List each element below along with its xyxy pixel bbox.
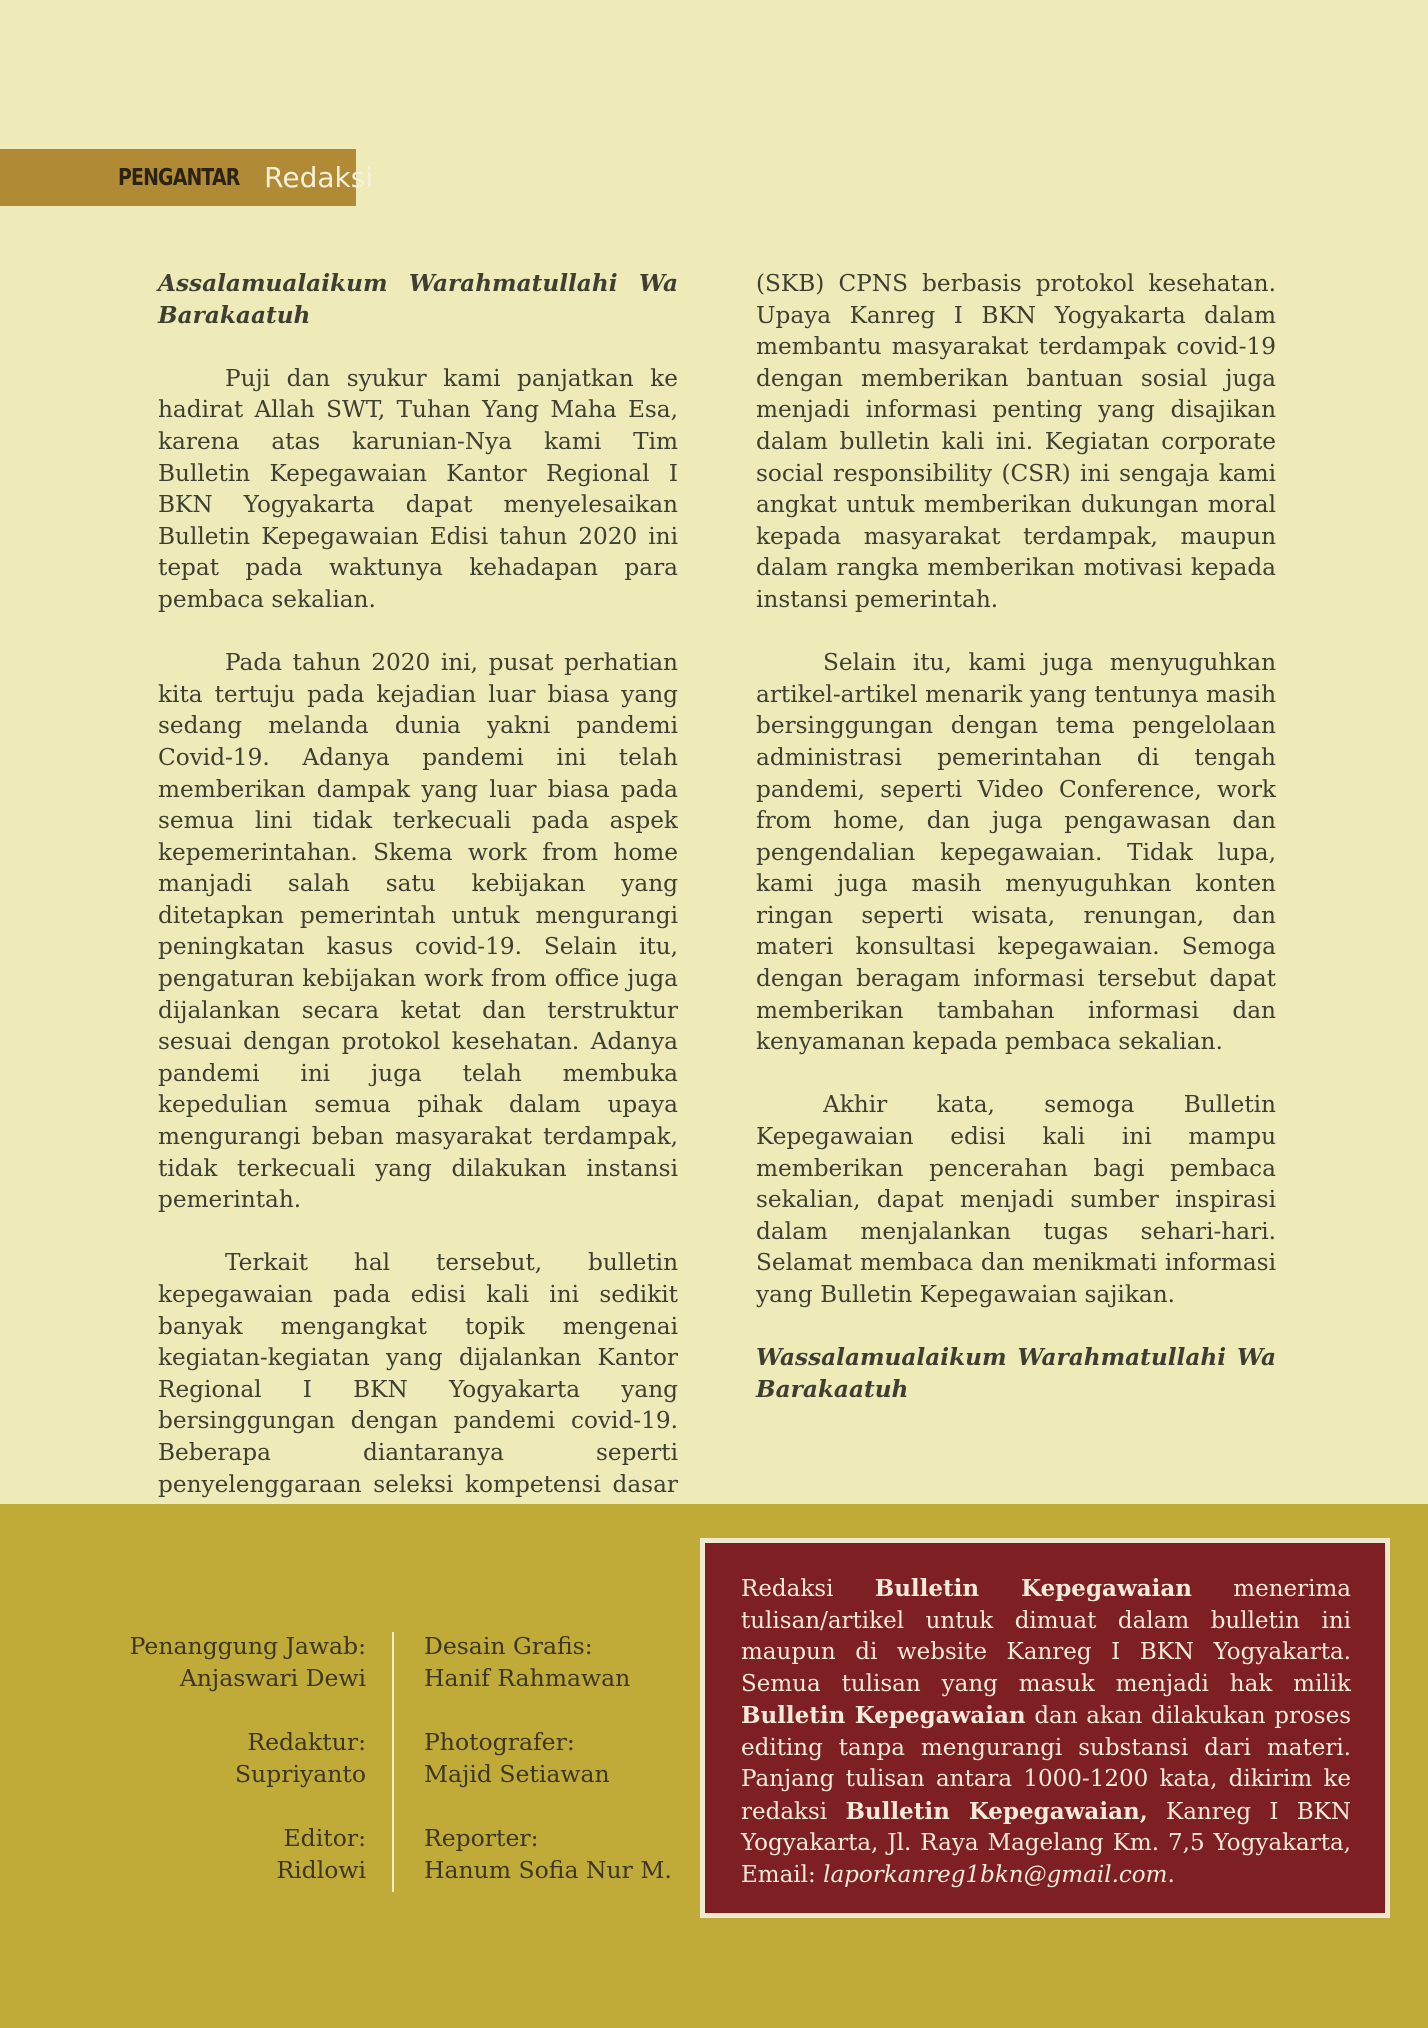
article-right-column: [756, 268, 1276, 1405]
article-paragraph: Pada tahun 2020 ini, pusat perhatian kita tertuju pada kejadian luar biasa yang sedang melanda dunia yakni pandemi Covid-19. Adanya pandemi ini telah memberikan dampak yang luar biasa pada semua lini tidak terkecuali pada aspek kepemerintahan. Skema work from home manjadi salah satu kebijakan yang ditetapkan pemerintah untuk mengurangi peningkatan kasus covid-19. Selain itu, pengaturan kebijakan work from office juga dijalankan secara ketat dan terstruktur sesuai dengan protokol kesehatan. Adanya pandemi ini juga telah membuka kepedulian semua pihak dalam upaya mengurangi beban masyarakat terdampak, tidak terkecuali yang dilakukan instansi pemerintah.: [158, 649, 678, 1214]
notice-bold: Bulletin Kepegawaian: [741, 1702, 1026, 1729]
section-header-bold: PENGANTAR: [118, 164, 240, 191]
credit-role: Desain Grafis:: [424, 1632, 593, 1660]
article-paragraph: Puji dan syukur kami panjatkan ke hadirat Allah SWT, Tuhan Yang Maha Esa, karena atas karunian-Nya kami Tim Bulletin Kepegawaian Kantor Regional I BKN Yogyakarta dapat menyelesaikan Bulletin Kepegawaian Edisi tahun 2020 ini tepat pada waktunya kehadapan para pembaca sekalian.: [158, 364, 678, 613]
submission-notice-box: [700, 1538, 1390, 1918]
credit-name: Hanum Sofia Nur M.: [424, 1856, 672, 1884]
credit-name: Anjaswari Dewi: [179, 1664, 366, 1692]
article-left-column: [158, 268, 678, 1532]
credits-divider: [392, 1632, 394, 1892]
credit-role: Penanggung Jawab:: [129, 1632, 366, 1660]
article-paragraph: Terkait hal tersebut, bulletin kepegawaian pada edisi kali ini sedikit banyak mengangkat topik mengenai kegiatan-kegiatan yang dijalankan Kantor Regional I BKN Yogyakarta yang bersinggungan dengan pandemi covid-19. Beberapa diantaranya seperti penyelenggaraan seleksi kompetensi dasar: [158, 1249, 678, 1498]
credit-role: Photografer:: [424, 1728, 575, 1756]
credit-name: Majid Setiawan: [424, 1760, 610, 1788]
notice-bold: Bulletin Kepegawaian: [874, 1575, 1192, 1602]
closing-greeting: Wassalamualaikum Warahmatullahi Wa Barakaatuh: [756, 1344, 1276, 1403]
section-header-light: Redaksi: [264, 161, 374, 194]
credit-role: Reporter:: [424, 1824, 539, 1852]
credit-role: Redaktur:: [247, 1728, 366, 1756]
section-header-tab: [0, 149, 374, 206]
opening-greeting: Assalamualaikum Warahmatullahi Wa Barakaatuh: [158, 270, 678, 329]
credit-role: Editor:: [283, 1824, 366, 1852]
notice-bold: Bulletin Kepegawaian,: [845, 1797, 1148, 1825]
submission-notice-text: Redaksi Bulletin Kepegawaian menerima tulisan/artikel untuk dimuat dalam bulletin ini maupun di website Kanreg I BKN Yogyakarta. Semua tulisan yang masuk menjadi hak milik Bulletin Kepegawaian dan akan dilakukan proses editing tanpa mengurangi substansi dari materi. Panjang tulisan antara 1000-1200 kata, dikirim ke redaksi Bulletin Kepegawaian, Kanreg I BKN Yogyakarta, Jl. Raya Magelang Km. 7,5 Yogyakarta, Email: laporkanreg1bkn@gmail.com.: [705, 1543, 1385, 1913]
credit-name: Supriyanto: [234, 1760, 366, 1788]
credits-right: [424, 1630, 672, 1886]
email-address: laporkanreg1bkn@gmail.com: [823, 1861, 1168, 1888]
article-paragraph: (SKB) CPNS berbasis protokol kesehatan. Upaya Kanreg I BKN Yogyakarta dalam membantu masyarakat terdampak covid-19 dengan memberikan bantuan sosial juga menjadi informasi penting yang disajikan dalam bulletin kali ini. Kegiatan corporate social responsibility (CSR) ini sengaja kami angkat untuk memberikan dukungan moral kepada masyarakat terdampak, maupun dalam rangka memberikan motivasi kepada instansi pemerintah.: [756, 270, 1276, 613]
credit-name: Hanif Rahmawan: [424, 1664, 631, 1692]
article-paragraph: Akhir kata, semoga Bulletin Kepegawaian edisi kali ini mampu memberikan pencerahan bagi pembaca sekalian, dapat menjadi sumber inspirasi dalam menjalankan tugas sehari-hari. Selamat membaca dan menikmati informasi yang Bulletin Kepegawaian sajikan.: [756, 1091, 1276, 1308]
credit-name: Ridlowi: [276, 1856, 366, 1884]
article-paragraph: Selain itu, kami juga menyuguhkan artikel-artikel menarik yang tentunya masih bersinggungan dengan tema pengelolaan administrasi pemerintahan di tengah pandemi, seperti Video Conference, work from home, dan juga pengawasan dan pengendalian kepegawaian. Tidak lupa, kami juga masih menyuguhkan konten ringan seperti wisata, renungan, dan materi konsultasi kepegawaian. Semoga dengan beragam informasi tersebut dapat memberikan tambahan informasi dan kenyamanan kepada pembaca sekalian.: [756, 649, 1276, 1056]
credits-left: [130, 1630, 366, 1886]
